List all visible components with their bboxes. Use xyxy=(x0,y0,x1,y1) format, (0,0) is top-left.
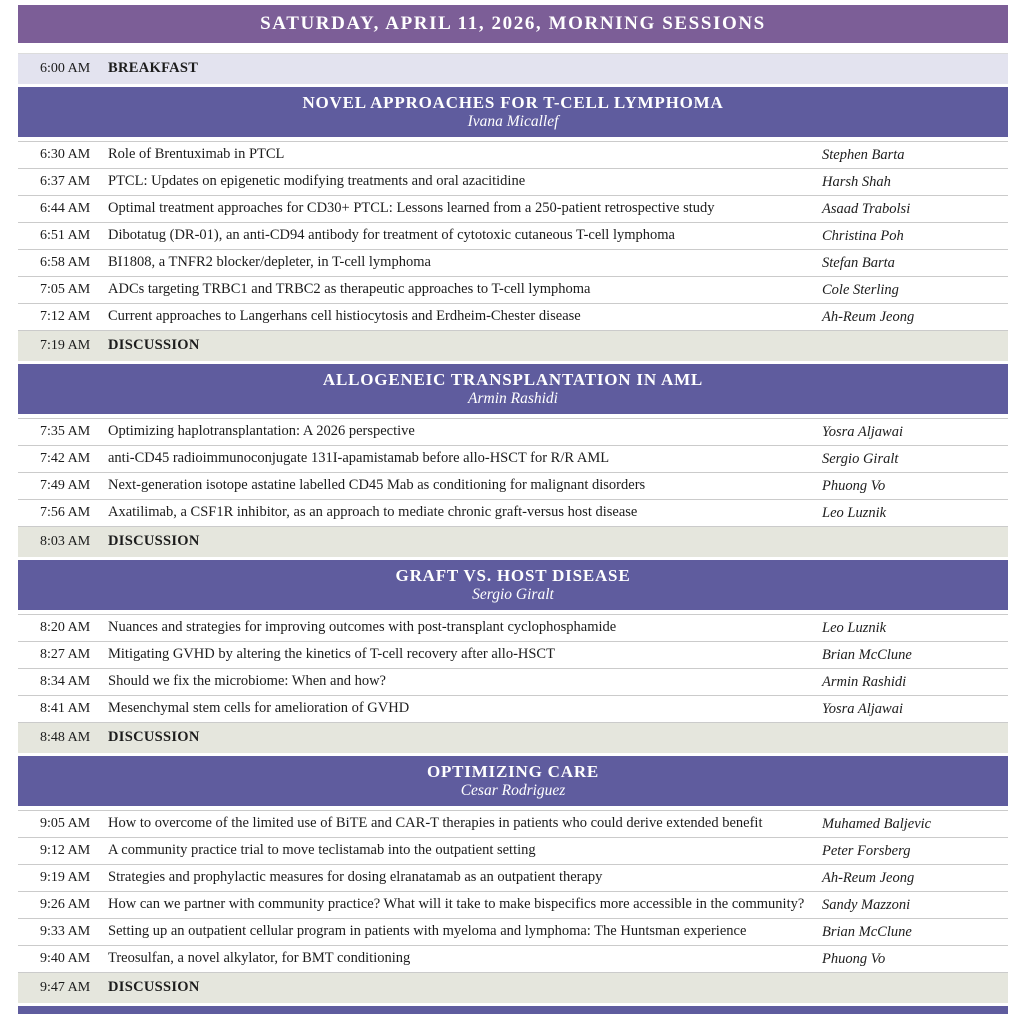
talk-title: Mitigating GVHD by altering the kinetics of T-cell recovery after allo-HSCT xyxy=(108,646,555,663)
day-banner xyxy=(18,5,1008,43)
talk-time: 8:41 AM xyxy=(40,701,91,716)
talk-title: Should we fix the microbiome: When and how? xyxy=(108,673,386,690)
talk-title: BI1808, a TNFR2 blocker/depleter, in T-cell lymphoma xyxy=(108,254,431,271)
talk-speaker: Phuong Vo xyxy=(822,950,886,967)
talk-time: 6:44 AM xyxy=(40,201,91,216)
section-header xyxy=(18,756,1008,806)
talk-speaker: Leo Luznik xyxy=(822,619,887,636)
discussion-label: DISCUSSION xyxy=(108,729,200,746)
talk-title: How to overcome of the limited use of BiTE and CAR-T therapies in patients who could derive extended benefit xyxy=(108,815,763,832)
section-rows xyxy=(18,810,1008,1003)
section-title: GRAFT VS. HOST DISEASE xyxy=(395,565,631,585)
section-rows xyxy=(18,418,1008,557)
day-banner-title: SATURDAY, APRIL 11, 2026, MORNING SESSIONS xyxy=(260,13,766,34)
discussion-time: 8:48 AM xyxy=(40,730,91,745)
talk-title: Role of Brentuximab in PTCL xyxy=(108,146,285,163)
talk-title: Axatilimab, a CSF1R inhibitor, as an approach to mediate chronic graft-versus host disease xyxy=(108,504,638,521)
breakfast-time: 6:00 AM xyxy=(40,61,91,76)
breakfast-label: BREAKFAST xyxy=(108,60,199,77)
talk-row xyxy=(18,642,1008,669)
talk-speaker: Cole Sterling xyxy=(822,281,899,298)
talk-title: Optimizing haplotransplantation: A 2026 perspective xyxy=(108,423,415,440)
talk-row xyxy=(18,304,1008,331)
talk-title: Treosulfan, a novel alkylator, for BMT conditioning xyxy=(108,950,411,967)
talk-speaker: Stefan Barta xyxy=(822,254,895,271)
talk-speaker: Stephen Barta xyxy=(822,146,905,163)
discussion-time: 7:19 AM xyxy=(40,338,91,353)
talk-row xyxy=(18,811,1008,838)
talk-speaker: Phuong Vo xyxy=(822,477,886,494)
talk-speaker: Yosra Aljawai xyxy=(822,700,903,717)
talk-speaker: Muhamed Baljevic xyxy=(822,815,932,832)
talk-speaker: Harsh Shah xyxy=(822,173,891,190)
talk-time: 8:27 AM xyxy=(40,647,91,662)
session-section xyxy=(18,560,1008,753)
talk-time: 6:37 AM xyxy=(40,174,91,189)
talk-row xyxy=(18,223,1008,250)
section-title: ALLOGENEIC TRANSPLANTATION IN AML xyxy=(322,369,704,389)
section-chair: Cesar Rodriguez xyxy=(460,781,566,799)
discussion-row xyxy=(18,331,1008,361)
talk-row xyxy=(18,865,1008,892)
discussion-label: DISCUSSION xyxy=(108,337,200,354)
section-title: NOVEL APPROACHES FOR T-CELL LYMPHOMA xyxy=(302,92,724,112)
talk-speaker: Sergio Giralt xyxy=(822,450,899,467)
talk-speaker: Christina Poh xyxy=(822,227,904,244)
talk-title: Next-generation isotope astatine labelled CD45 Mab as conditioning for malignant disorders xyxy=(108,477,646,494)
talk-title: Mesenchymal stem cells for amelioration of GVHD xyxy=(108,700,410,717)
discussion-label: DISCUSSION xyxy=(108,533,200,550)
talk-row xyxy=(18,615,1008,642)
talk-time: 9:12 AM xyxy=(40,843,91,858)
talk-row xyxy=(18,946,1008,973)
section-rows xyxy=(18,614,1008,753)
talk-row xyxy=(18,196,1008,223)
talk-speaker: Brian McClune xyxy=(822,923,912,940)
talk-row xyxy=(18,250,1008,277)
talk-row xyxy=(18,838,1008,865)
talk-time: 7:49 AM xyxy=(40,478,91,493)
talk-title: Optimal treatment approaches for CD30+ PTCL: Lessons learned from a 250-patient retrospective study xyxy=(108,200,715,217)
talk-row xyxy=(18,419,1008,446)
talk-row xyxy=(18,500,1008,527)
talk-speaker: Ah-Reum Jeong xyxy=(822,308,915,325)
section-chair: Sergio Giralt xyxy=(472,585,554,603)
talk-title: Nuances and strategies for improving outcomes with post-transplant cyclophosphamide xyxy=(108,619,617,636)
schedule-page xyxy=(0,5,1024,1007)
section-rows xyxy=(18,141,1008,361)
talk-time: 6:58 AM xyxy=(40,255,91,270)
talk-row xyxy=(18,473,1008,500)
schedule-table xyxy=(18,53,1008,1014)
talk-speaker: Brian McClune xyxy=(822,646,912,663)
talk-time: 7:12 AM xyxy=(40,309,91,324)
talk-time: 7:56 AM xyxy=(40,505,91,520)
talk-speaker: Leo Luznik xyxy=(822,504,887,521)
discussion-time: 8:03 AM xyxy=(40,534,91,549)
talk-title: PTCL: Updates on epigenetic modifying treatments and oral azacitidine xyxy=(108,173,526,190)
section-header xyxy=(18,87,1008,137)
session-section xyxy=(18,756,1008,1003)
discussion-time: 9:47 AM xyxy=(40,980,91,995)
talk-time: 9:19 AM xyxy=(40,870,91,885)
talk-row xyxy=(18,696,1008,723)
discussion-row xyxy=(18,973,1008,1003)
talk-time: 6:51 AM xyxy=(40,228,91,243)
talk-speaker: Armin Rashidi xyxy=(822,673,907,690)
talk-speaker: Sandy Mazzoni xyxy=(822,896,911,913)
talk-time: 9:40 AM xyxy=(40,951,91,966)
talk-time: 9:26 AM xyxy=(40,897,91,912)
talk-time: 9:05 AM xyxy=(40,816,91,831)
talk-speaker: Peter Forsberg xyxy=(822,842,911,859)
talk-time: 8:20 AM xyxy=(40,620,91,635)
section-chair: Ivana Micallef xyxy=(467,112,559,130)
talk-row xyxy=(18,142,1008,169)
sections xyxy=(18,87,1008,1003)
talk-title: Strategies and prophylactic measures for dosing elranatamab as an outpatient therapy xyxy=(108,869,603,886)
talk-time: 7:42 AM xyxy=(40,451,91,466)
talk-title: How can we partner with community practice? What will it take to make bispecifics more accessible in the community? xyxy=(108,896,805,913)
discussion-label: DISCUSSION xyxy=(108,979,200,996)
talk-title: ADCs targeting TRBC1 and TRBC2 as therapeutic approaches to T-cell lymphoma xyxy=(108,281,591,298)
talk-row xyxy=(18,669,1008,696)
discussion-row xyxy=(18,527,1008,557)
session-section xyxy=(18,364,1008,557)
section-header xyxy=(18,364,1008,414)
section-title: OPTIMIZING CARE xyxy=(426,761,600,781)
talk-row xyxy=(18,169,1008,196)
next-section-band-cutoff xyxy=(18,1006,1008,1014)
breakfast-row xyxy=(18,53,1008,84)
talk-time: 6:30 AM xyxy=(40,147,91,162)
talk-speaker: Asaad Trabolsi xyxy=(822,200,911,217)
talk-title: Dibotatug (DR-01), an anti-CD94 antibody for treatment of cytotoxic cutaneous T-cell lymphoma xyxy=(108,227,675,244)
talk-speaker: Yosra Aljawai xyxy=(822,423,903,440)
talk-title: Setting up an outpatient cellular program in patients with myeloma and lymphoma: The Huntsman experience xyxy=(108,923,747,940)
talk-time: 7:35 AM xyxy=(40,424,91,439)
session-section xyxy=(18,87,1008,361)
talk-title: Current approaches to Langerhans cell histiocytosis and Erdheim-Chester disease xyxy=(108,308,581,325)
talk-title: anti-CD45 radioimmunoconjugate 131I-apamistamab before allo-HSCT for R/R AML xyxy=(108,450,610,467)
section-header xyxy=(18,560,1008,610)
section-chair: Armin Rashidi xyxy=(468,389,558,407)
talk-title: A community practice trial to move teclistamab into the outpatient setting xyxy=(108,842,536,859)
talk-row xyxy=(18,892,1008,919)
talk-row xyxy=(18,446,1008,473)
talk-time: 8:34 AM xyxy=(40,674,91,689)
talk-time: 7:05 AM xyxy=(40,282,91,297)
talk-row xyxy=(18,919,1008,946)
talk-row xyxy=(18,277,1008,304)
discussion-row xyxy=(18,723,1008,753)
talk-time: 9:33 AM xyxy=(40,924,91,939)
talk-speaker: Ah-Reum Jeong xyxy=(822,869,915,886)
